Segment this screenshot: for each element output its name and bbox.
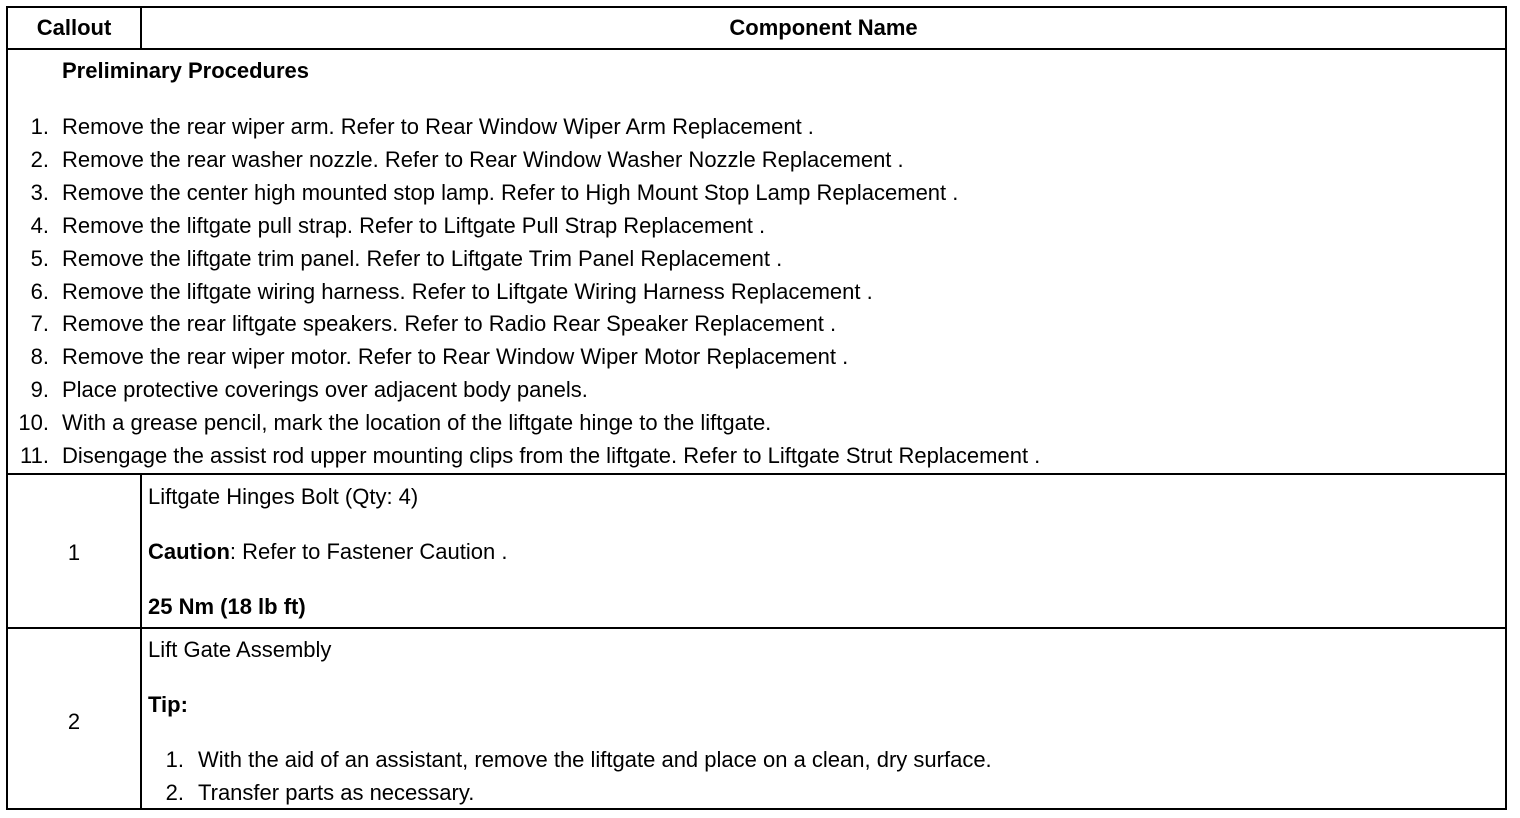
- step-text: Remove the center high mounted stop lamp. Refer to High Mount Stop Lamp Replacement .: [62, 180, 959, 205]
- preliminary-title: Preliminary Procedures: [62, 58, 310, 83]
- component-name: Liftgate Hinges Bolt (Qty: 4): [148, 484, 419, 509]
- row1-divider: [8, 627, 1505, 629]
- preliminary-divider: [8, 473, 1505, 475]
- row1-column-divider: [140, 473, 142, 627]
- caution-text: : Refer to Fastener Caution .: [229, 539, 508, 564]
- torque-spec: 25 Nm (18 lb ft): [148, 594, 306, 619]
- step-text: Disengage the assist rod upper mounting clips from the liftgate. Refer to Liftgate Strut Replacement .: [62, 443, 1041, 468]
- step-number: 5.: [30, 246, 49, 271]
- step-number: 3.: [30, 180, 49, 205]
- header-component-name: Component Name: [729, 15, 918, 40]
- callout-number: 2: [67, 709, 81, 734]
- tip-label: Tip:: [148, 692, 188, 717]
- step-text: Remove the rear liftgate speakers. Refer to Radio Rear Speaker Replacement .: [62, 311, 837, 336]
- procedure-table: [6, 6, 1507, 810]
- tip-number: 2.: [165, 780, 184, 805]
- caution-line: [148, 539, 507, 565]
- step-number: 7.: [30, 311, 49, 336]
- header-callout: Callout: [36, 15, 112, 40]
- step-text: Remove the rear wiper motor. Refer to Rear Window Wiper Motor Replacement .: [62, 344, 849, 369]
- step-text: Remove the liftgate pull strap. Refer to Liftgate Pull Strap Replacement .: [62, 213, 766, 238]
- step-text: Remove the liftgate wiring harness. Refer to Liftgate Wiring Harness Replacement .: [62, 279, 873, 304]
- row2-column-divider: [140, 627, 142, 808]
- step-number: 1.: [30, 114, 49, 139]
- step-text: Remove the rear washer nozzle. Refer to Rear Window Washer Nozzle Replacement .: [62, 147, 904, 172]
- step-number: 6.: [30, 279, 49, 304]
- step-text: Remove the liftgate trim panel. Refer to Liftgate Trim Panel Replacement .: [62, 246, 783, 271]
- component-name: Lift Gate Assembly: [148, 637, 332, 662]
- tip-number: 1.: [165, 747, 184, 772]
- step-number: 4.: [30, 213, 49, 238]
- step-text: With a grease pencil, mark the location of the liftgate hinge to the liftgate.: [62, 410, 772, 435]
- tip-text: With the aid of an assistant, remove the liftgate and place on a clean, dry surface.: [198, 747, 992, 772]
- header-divider: [8, 48, 1505, 50]
- step-number: 2.: [30, 147, 49, 172]
- step-number: 11.: [20, 443, 49, 468]
- step-text: Remove the rear wiper arm. Refer to Rear Window Wiper Arm Replacement .: [62, 114, 814, 139]
- step-number: 10.: [18, 410, 49, 435]
- step-text: Place protective coverings over adjacent body panels.: [62, 377, 588, 402]
- caution-label: Caution: [148, 539, 230, 564]
- step-number: 9.: [30, 377, 49, 402]
- step-number: 8.: [30, 344, 49, 369]
- tip-text: Transfer parts as necessary.: [198, 780, 475, 805]
- callout-number: 1: [67, 540, 81, 565]
